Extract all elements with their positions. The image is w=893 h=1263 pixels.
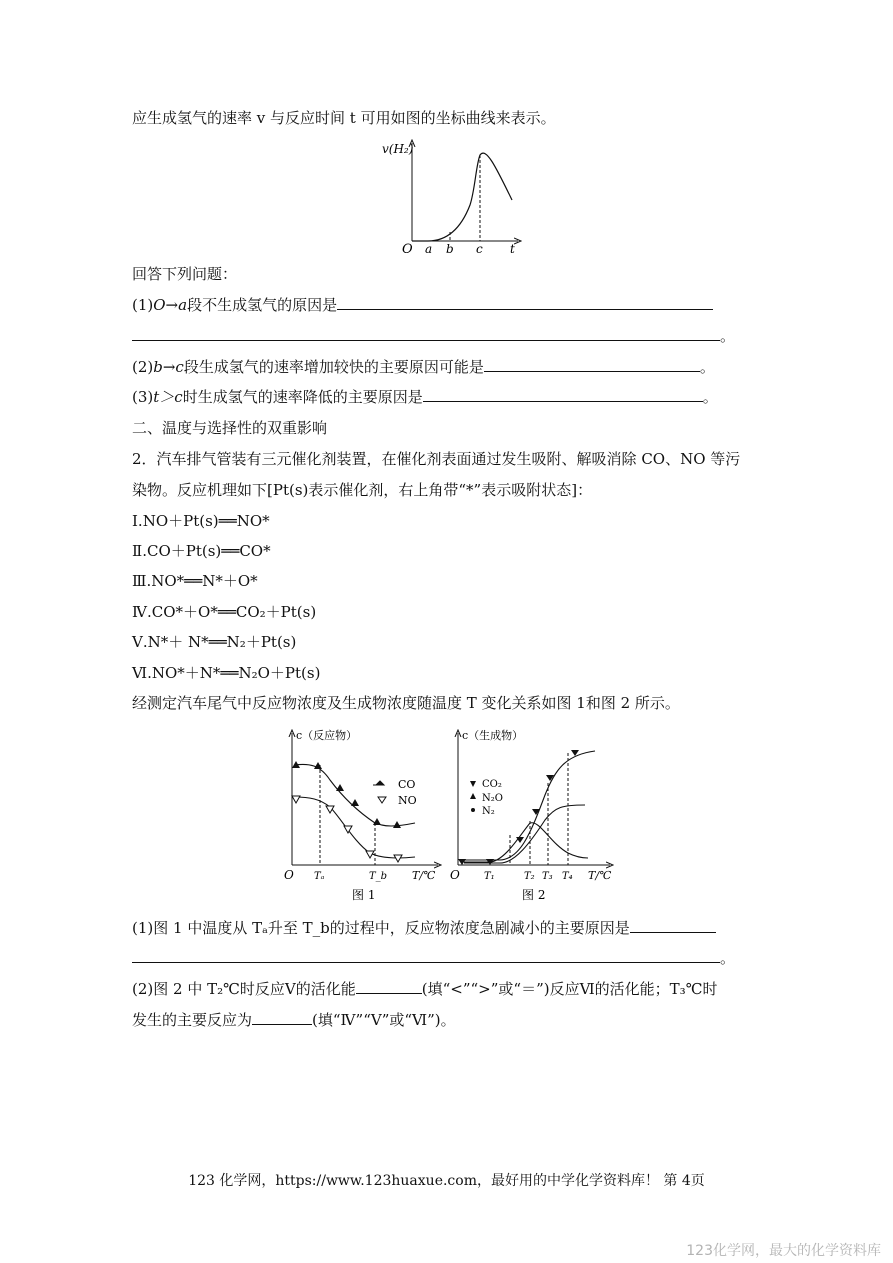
fig2-y-label: c（生成物） <box>462 729 524 742</box>
fig2-caption: 图 2 <box>522 888 546 902</box>
reaction-5: Ⅴ.N*＋ N*══N₂＋Pt(s) <box>132 633 297 651</box>
fig1-legend-no: NO <box>398 794 417 807</box>
problem-2-line-1: 2．汽车排气管装有三元催化剂装置，在催化剂表面通过发生吸附、解吸消除 CO、NO 等污 <box>132 450 741 468</box>
reaction-6: Ⅵ.NO*＋N*══N₂O＋Pt(s) <box>132 664 321 682</box>
origin-label: O <box>402 242 413 257</box>
answer-blank-2[interactable] <box>484 357 700 372</box>
question-1: (1)O→a段不生成氢气的原因是 <box>132 295 713 315</box>
x-axis-label: t <box>510 242 515 256</box>
fig1-tick-tb: T_b <box>369 871 388 882</box>
problem-2-line-2: 染物。反应机理如下[Pt(s)表示催化剂，右上角带“*”表示吸附状态]： <box>132 481 593 499</box>
sub-question-1: (1)图 1 中温度从 Tₐ升至 T_b的过程中，反应物浓度急剧减小的主要原因是 <box>132 918 716 938</box>
question-3: (3)t＞c时生成氢气的速率降低的主要原因是 。 <box>132 388 718 406</box>
y-axis-label: v(H₂) <box>382 142 414 156</box>
answer-blank-s2a[interactable] <box>356 979 422 994</box>
fig2-legend-co2: CO₂ <box>482 779 502 790</box>
watermark: 123化学网，最大的化学资料库 <box>686 1243 881 1259</box>
fig1-tick-ta: Tₐ <box>314 871 325 882</box>
fig1-x-label: T/℃ <box>412 869 436 882</box>
co-curve <box>294 764 415 826</box>
answer-blank-1a[interactable] <box>337 295 713 310</box>
question-1-cont: 。 <box>132 326 735 346</box>
figure-2 <box>450 725 620 905</box>
tick-a: a <box>425 242 433 256</box>
sub-question-2-cont: 发生的主要反应为 (填“Ⅳ”“Ⅴ”或“Ⅵ”)。 <box>132 1011 456 1029</box>
rate-time-graph <box>370 135 530 260</box>
answer-blank-s1b[interactable] <box>132 948 720 963</box>
reaction-3: Ⅲ.NO*══N*＋O* <box>132 572 258 590</box>
answer-blank-s2b[interactable] <box>252 1010 312 1025</box>
fig2-tick-t4: T₄ <box>562 871 573 882</box>
fig1-y-label: c（反应物） <box>296 729 358 742</box>
sub-question-2: (2)图 2 中 T₂℃时反应Ⅴ的活化能 (填“<”“>”或“＝”)反应Ⅵ的活化能；T₃℃时 <box>132 980 718 998</box>
fig1-origin: O <box>284 868 294 882</box>
rate-curve <box>412 153 512 241</box>
n2o-curve <box>464 823 588 862</box>
no-markers <box>292 796 402 862</box>
fig2-tick-t3: T₃ <box>542 871 553 882</box>
co-markers <box>292 761 401 828</box>
fig2-legend-n2o: N₂O <box>482 793 503 804</box>
reaction-4: Ⅳ.CO*＋O*══CO₂＋Pt(s) <box>132 603 317 621</box>
tick-c: c <box>476 242 483 256</box>
fig1-caption: 图 1 <box>352 888 376 902</box>
fig2-tick-t1: T₁ <box>484 871 495 882</box>
fig1-legend-co: CO <box>398 778 416 791</box>
reaction-2: Ⅱ.CO＋Pt(s)══CO* <box>132 542 271 560</box>
section-heading: 二、温度与选择性的双重影响 <box>132 419 328 437</box>
fig2-x-label: T/℃ <box>588 869 612 882</box>
question-2: (2)b→c段生成氢气的速率增加较快的主要原因可能是 。 <box>132 358 715 376</box>
tick-b: b <box>446 242 454 256</box>
answer-blank-1b[interactable] <box>132 326 720 341</box>
intro-text: 应生成氢气的速率 v 与反应时间 t 可用如图的坐标曲线来表示。 <box>132 109 556 127</box>
answer-blank-3[interactable] <box>423 387 703 402</box>
answer-blank-s1a[interactable] <box>630 918 716 933</box>
page-footer: 123 化学网，https://www.123huaxue.com，最好用的中学化学资料库！ 第 4页 <box>188 1173 705 1189</box>
fig2-origin: O <box>450 868 460 882</box>
reaction-1: Ⅰ.NO＋Pt(s)══NO* <box>132 512 270 530</box>
fig2-tick-t2: T₂ <box>524 871 535 882</box>
measure-text: 经测定汽车尾气中反应物浓度及生成物浓度随温度 T 变化关系如图 1和图 2 所示。 <box>132 694 680 712</box>
figure-1 <box>280 725 445 905</box>
fig2-legend-n2: N₂ <box>482 806 495 817</box>
answer-prompt: 回答下列问题： <box>132 265 238 283</box>
sub-question-1-cont: 。 <box>132 948 735 968</box>
